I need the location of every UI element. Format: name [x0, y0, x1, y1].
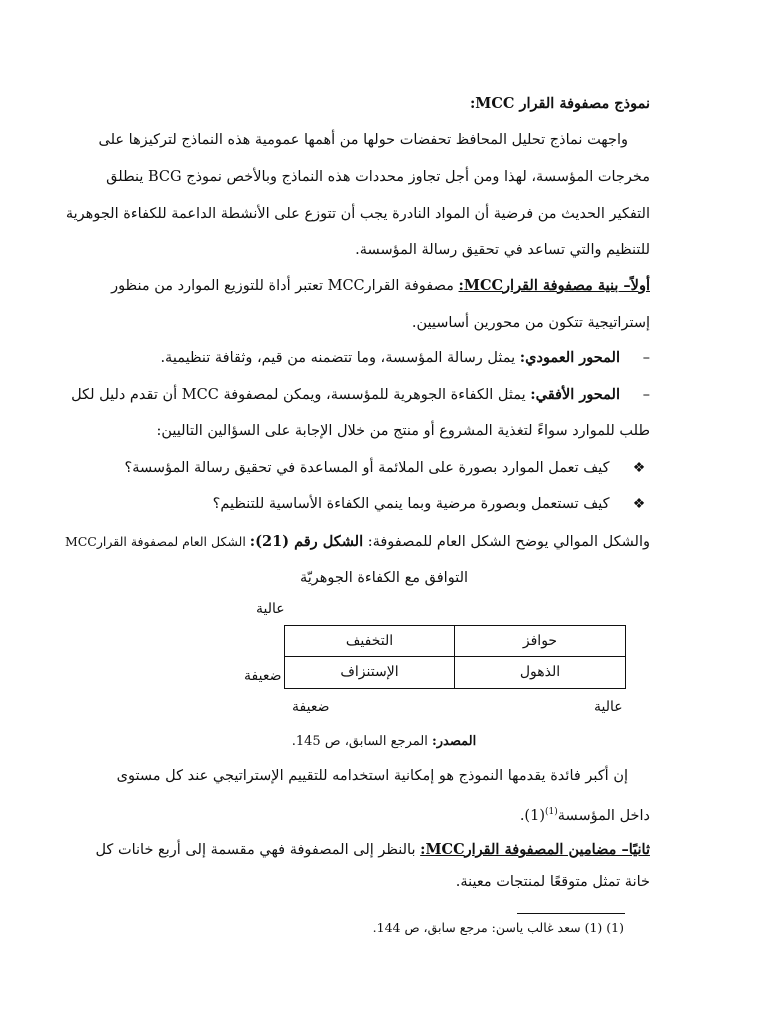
figure-caption-post: الشكل العام لمصفوفة القرارMCC [64, 534, 250, 549]
dash-bullet: – [642, 350, 650, 366]
decision-matrix [284, 625, 626, 689]
figure-caption-line-2 [118, 568, 650, 588]
figure-caption-line-2-text: التوافق مع الكفاءة الجوهريّة [299, 570, 469, 586]
question-2 [118, 494, 650, 514]
question-1 [118, 458, 650, 478]
first-section-line-1 [111, 276, 650, 296]
matrix-cell-top-left: التخفيف [285, 626, 455, 657]
figure-caption-pre: والشكل الموالي يوضح الشكل العام للمصفوفة: [363, 534, 650, 550]
horizontal-axis-label: المحور الأفقي: [530, 386, 620, 403]
question-1-text: كيف تعمل الموارد بصورة على الملائمة أو المساعدة في تحقيق رسالة المؤسسة؟ [124, 460, 610, 476]
first-section-line-2-text: إستراتيجية تتكون من محورين أساسيين. [411, 315, 650, 331]
vertical-axis-item [118, 348, 650, 368]
source-label: المصدر: [431, 734, 477, 749]
figure-caption [64, 532, 650, 552]
intro-line-2-text: مخرجات المؤسسة، لهذا ومن أجل تجاوز محددات هذه النماذج وبالأخص نموذج BCG ينطلق [106, 169, 650, 185]
section-title-text: نموذج مصفوفة القرار MCC: [469, 95, 650, 112]
section-title [118, 94, 650, 114]
intro-line-1-text: واجهت نماذج تحليل المحافظ تحفضات حولها من أهمها عمومية هذه النماذج لتركيزها على [98, 132, 628, 148]
dash-bullet: – [642, 387, 650, 403]
vertical-axis-label: المحور العمودي: [519, 349, 620, 366]
source-text: المرجع السابق، ص 145. [291, 734, 432, 749]
first-section-heading: أولاً– بنية مصفوفة القرارMCC: [458, 277, 650, 294]
diamond-bullet-icon: ❖ [632, 496, 646, 512]
intro-line-4 [118, 240, 650, 260]
second-section-line-2 [118, 872, 650, 892]
matrix-cell-bottom-left: الإستنزاف [285, 657, 455, 688]
second-section-text: بالنظر إلى المصفوفة فهي مقسمة إلى أربع خانات كل [95, 842, 421, 858]
matrix-left-label: ضعيفة [244, 668, 282, 684]
intro-line-1 [98, 130, 628, 150]
second-section-line-1 [95, 840, 650, 860]
first-section-line-2 [118, 313, 650, 333]
matrix-cell-bottom-right: الذهول [519, 664, 561, 680]
benefit-line-1-text: إن أكبر فائدة يقدمها النموذج هو إمكانية استخدامه للتقييم الإستراتيجي عند كل مستوى [116, 768, 628, 784]
footnote-ref: (1) [545, 807, 558, 817]
benefit-line-2 [118, 802, 650, 826]
intro-line-3-text: التفكير الحديث من فرضية أن المواد النادرة يجب أن تتوزع على الأنشطة الداعمة للكفاءة الجوهرية [65, 206, 650, 222]
benefit-line-1 [118, 766, 628, 786]
figure-number: الشكل رقم (21): [249, 533, 364, 550]
horizontal-axis-item [71, 385, 650, 405]
horizontal-axis-line-2 [118, 421, 650, 441]
horizontal-axis-text: يمثل الكفاءة الجوهرية للمؤسسة، ويمكن لمصفوفة MCC أن تقدم دليل لكل [71, 387, 531, 403]
intro-line-3 [65, 204, 650, 224]
question-2-text: كيف تستعمل وبصورة مرضية وبما ينمي الكفاءة الأساسية للتنظيم؟ [212, 496, 610, 512]
second-section-heading: ثانيًا– مضامين المصفوفة القرارMCC: [420, 841, 650, 858]
intro-line-4-text: للتنظيم والتي تساعد في تحقيق رسالة المؤسسة. [355, 242, 650, 258]
matrix-bottom-high-label: عالية [594, 699, 623, 715]
first-section-text: مصفوفة القرارMCC تعتبر أداة للتوزيع الموارد من منظور [111, 278, 459, 294]
footnote: (1) (1) سعد غالب ياسن: مرجع سابق، ص 144. [372, 920, 624, 935]
intro-line-2 [106, 167, 650, 187]
footnote-separator [517, 913, 625, 914]
benefit-line-2-end: (1). [519, 807, 546, 824]
matrix-cell-top-right: حوافز [455, 626, 625, 657]
diamond-bullet-icon: ❖ [632, 460, 646, 476]
horizontal-axis-line-2-text: طلب للموارد سواءً لتغذية المشروع أو منتج من خلال الإجابة على السؤالين التاليين: [156, 423, 650, 439]
source-line [118, 732, 650, 752]
vertical-axis-text: يمثل رسالة المؤسسة، وما تتضمنه من قيم، وثقافة تنظيمية. [160, 350, 520, 366]
matrix-bottom-weak-label: ضعيفة [292, 699, 330, 715]
benefit-line-2-text: داخل المؤسسة [557, 807, 650, 824]
matrix-top-label: عالية [256, 601, 285, 617]
second-section-line-2-text: خانة تمثل متوقعًا لمنتجات معينة. [455, 874, 650, 890]
